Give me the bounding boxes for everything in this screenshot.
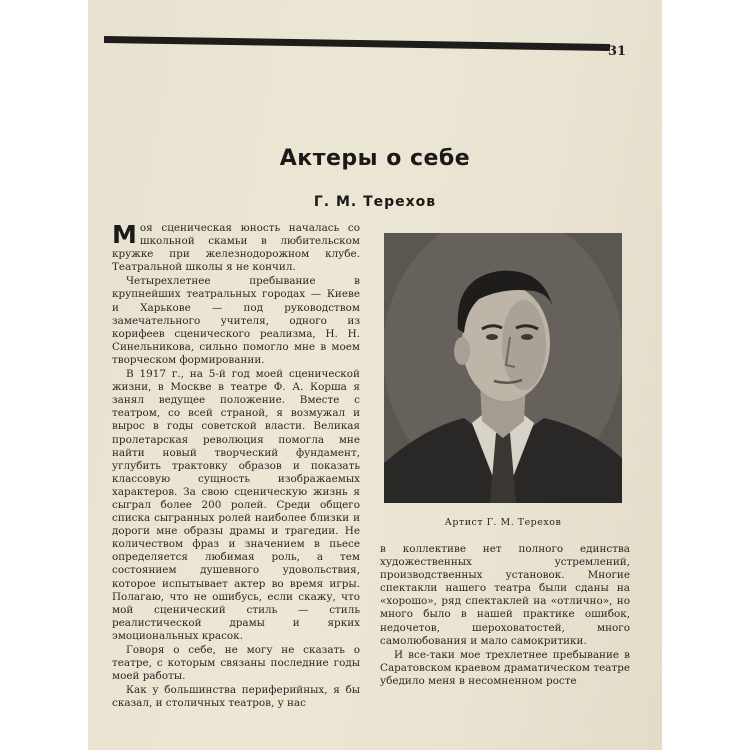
right-paragraph-2: И все-таки мое трехлетнее пребывание в Саратовском краевом драматическом театре убедило меня в несомненном росте	[380, 648, 630, 687]
left-column	[112, 222, 360, 711]
paragraph-3: В 1917 г., на 5-й год моей сценической жизни, в Москве в театре Ф. А. Корша я занял ведущее положение. Вместе с театром, со всей страной, я возмужал и вырос в годы советской власти. Великая пролетарская революция помогла мне найти новый творческий фундамент, углубить трактовку образов и показать классовую сущность изображаемых характеров. За свою сценическую жизнь я сыграл более 200 ролей. Среди общего списка сыгранных ролей наиболее близки и дороги мне образы драмы и трагедии. Не количеством фраз и значением в пьесе определяется любимая роль, а тем состоянием душевного удовольствия, которое испытывает актер во время игры. Полагаю, что не ошибусь, если скажу, что мой сценический стиль — стиль реалистической драмы и ярких эмоциональных красок.	[112, 368, 360, 642]
paragraph-4: Говоря о себе, не могу не сказать о театре, с которым связаны последние годы моей работы.	[112, 644, 360, 683]
article-title: Актеры о себе	[279, 146, 471, 171]
paragraph-1	[112, 222, 360, 274]
right-column	[380, 543, 630, 689]
article-author: Г. М. Терехов	[313, 194, 437, 210]
right-paragraph-1: в коллективе нет полного единства художественных устремлений, производственных установок. Многие спектакли нашего театра были сданы на «хорошо», ряд спектаклей на «отлично», но много было в нашей практике ошибок, недочетов, шероховатостей, много самолюбования и мало самокритики.	[380, 543, 630, 647]
drop-cap: М	[112, 220, 137, 249]
page-number: 31	[608, 44, 627, 59]
magazine-page	[88, 0, 662, 750]
portrait-drawing	[384, 233, 622, 503]
paragraph-5: Как у большинства периферийных, я бы сказал, и столичных театров, у нас	[112, 684, 360, 710]
paragraph-1-text: оя сценическая юность началась со школьной скамьи в любительском кружке при железнодорожном клубе. Театральной школы я не кончил.	[112, 222, 360, 274]
paragraph-2: Четырехлетнее пребывание в крупнейших театральных городах — Киеве и Харькове — под руководством замечательного учителя, одного из корифеев сценического реализма, Н. Н. Синельникова, сильно помогло мне в моем творческом формировании.	[112, 275, 360, 366]
header-rule	[104, 36, 610, 51]
author-portrait	[384, 233, 622, 503]
portrait-caption: Артист Г. М. Терехов	[444, 517, 562, 528]
